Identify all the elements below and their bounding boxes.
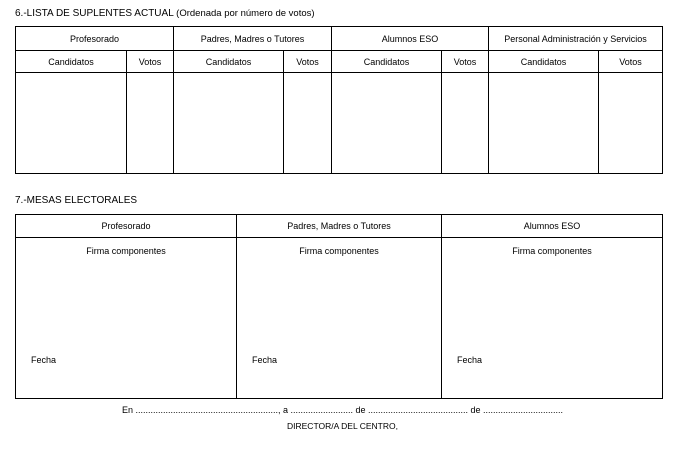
suplentes-column-header-row: [16, 51, 663, 73]
section-6-subtitle: (Ordenada por número de votos): [176, 8, 315, 19]
votos-cell-alumnos[interactable]: [442, 73, 489, 174]
mesa-header-alumnos: Alumnos ESO: [442, 215, 663, 238]
votos-cell-personal[interactable]: [599, 73, 663, 174]
col-header-votos: Votos: [284, 51, 332, 73]
group-header-alumnos: Alumnos ESO: [332, 27, 489, 51]
mesa-cell-padres[interactable]: [237, 238, 442, 399]
mesas-header-row: [16, 215, 663, 238]
votos-cell-padres[interactable]: [284, 73, 332, 174]
col-header-votos: Votos: [442, 51, 489, 73]
candidatos-cell-padres[interactable]: [174, 73, 284, 174]
col-header-votos: Votos: [599, 51, 663, 73]
candidatos-cell-personal[interactable]: [489, 73, 599, 174]
group-header-personal: Personal Administración y Servicios: [489, 27, 663, 51]
mesa-header-profesorado: Profesorado: [16, 215, 237, 238]
mesa-cell-profesorado[interactable]: [16, 238, 237, 399]
mesas-body-row: [16, 238, 663, 399]
col-header-candidatos: Candidatos: [489, 51, 599, 73]
section-6-title: 6.-LISTA DE SUPLENTES ACTUAL: [15, 8, 174, 19]
section-7-heading: [15, 195, 137, 206]
mesas-table: [15, 214, 663, 399]
footer-place-date-line: En ........................................................., a ......................... de ........................................ de ................................: [121, 405, 564, 415]
footer-signature-line: DIRECTOR/A DEL CENTRO,: [287, 421, 398, 431]
col-header-candidatos: Candidatos: [16, 51, 127, 73]
firma-componentes-label: Firma componentes: [512, 246, 592, 256]
fecha-label: Fecha: [457, 355, 483, 365]
candidatos-cell-alumnos[interactable]: [332, 73, 442, 174]
suplentes-entry-row: [16, 73, 663, 174]
fecha-label: Fecha: [252, 355, 278, 365]
fecha-label: Fecha: [31, 355, 57, 365]
group-header-profesorado: Profesorado: [16, 27, 174, 51]
mesa-cell-alumnos[interactable]: [442, 238, 663, 399]
col-header-candidatos: Candidatos: [332, 51, 442, 73]
firma-componentes-label: Firma componentes: [299, 246, 379, 256]
group-header-padres: Padres, Madres o Tutores: [174, 27, 332, 51]
candidatos-cell-profesorado[interactable]: [16, 73, 127, 174]
suplentes-group-header-row: [16, 27, 663, 51]
section-6-heading: [15, 8, 315, 19]
votos-cell-profesorado[interactable]: [127, 73, 174, 174]
section-7-title: 7.-MESAS ELECTORALES: [15, 195, 138, 206]
firma-componentes-label: Firma componentes: [86, 246, 166, 256]
col-header-votos: Votos: [127, 51, 174, 73]
suplentes-table: [15, 26, 663, 174]
col-header-candidatos: Candidatos: [174, 51, 284, 73]
mesa-header-padres: Padres, Madres o Tutores: [237, 215, 442, 238]
